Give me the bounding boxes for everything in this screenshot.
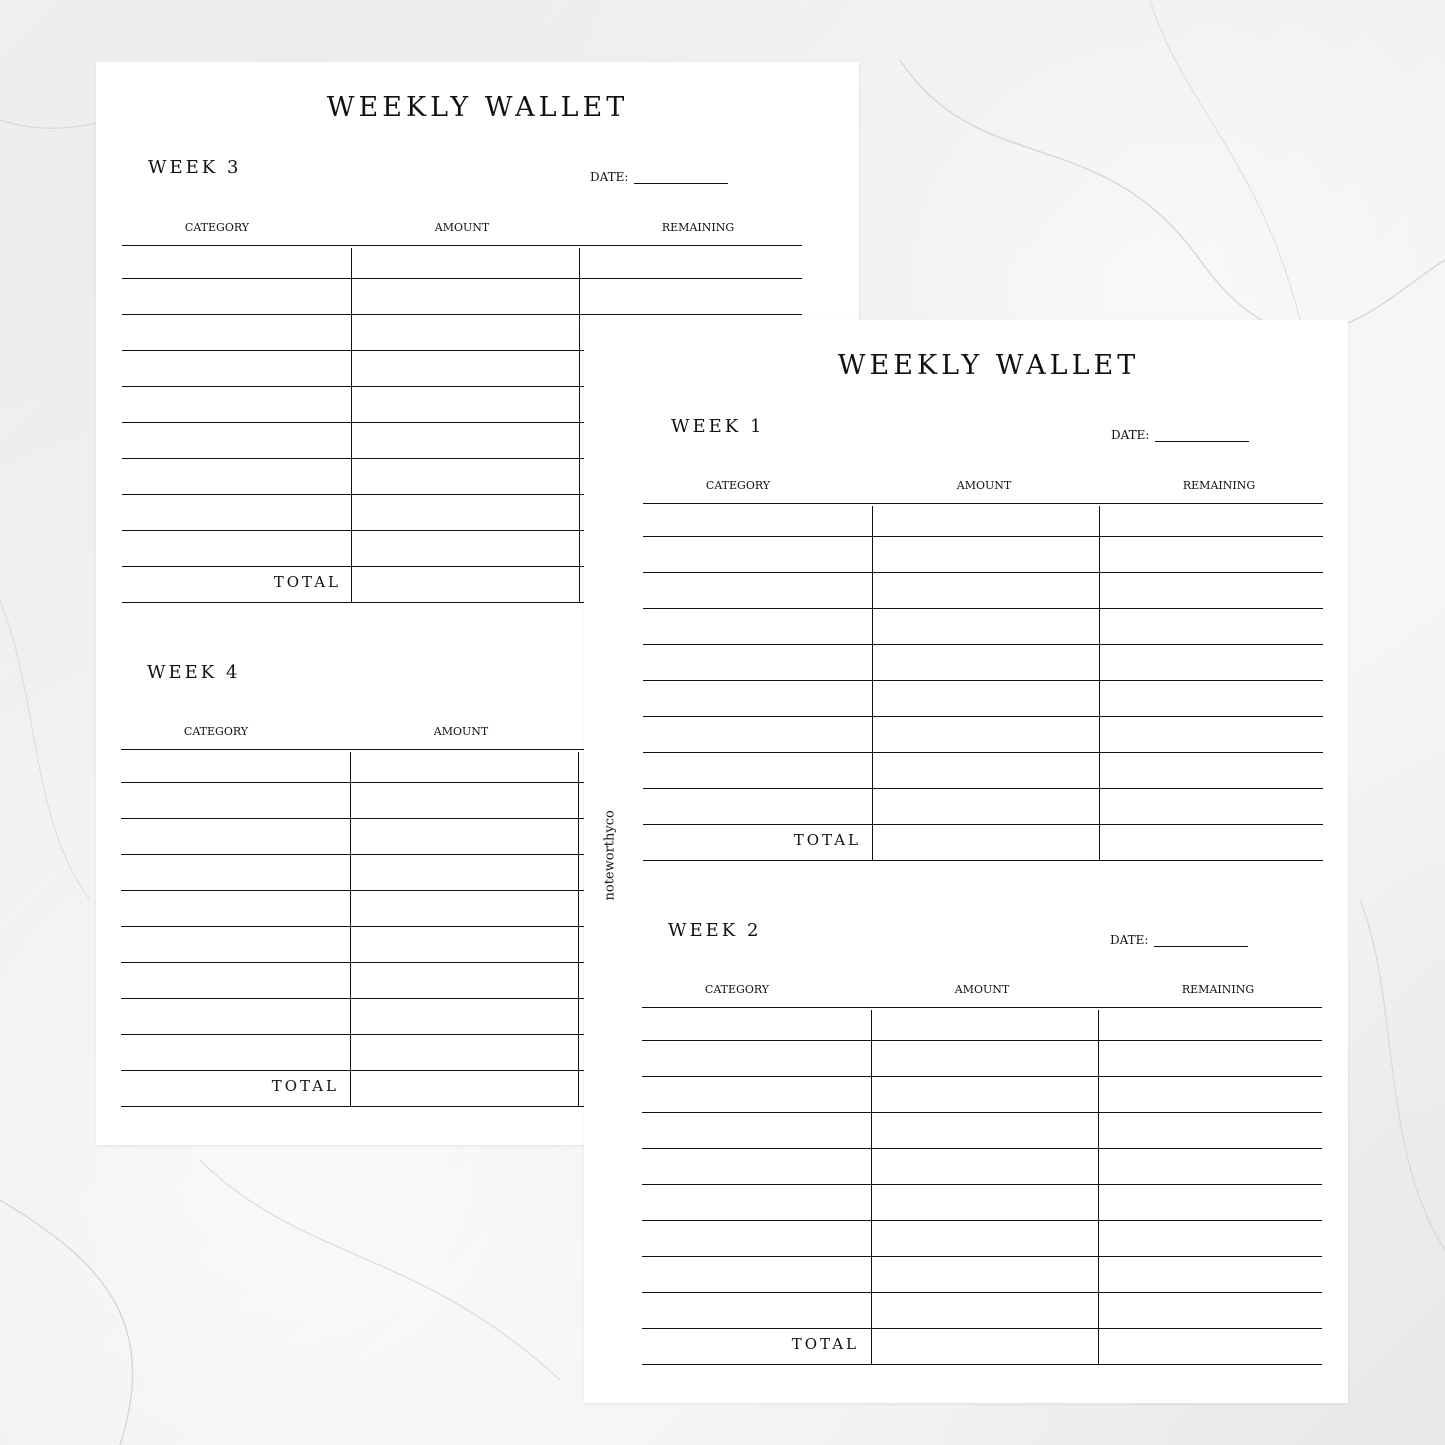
table-row-line bbox=[642, 1184, 1322, 1185]
table-row-line bbox=[643, 788, 1323, 789]
date-field bbox=[1111, 428, 1249, 442]
table-row-line bbox=[643, 536, 1323, 537]
table-row-line bbox=[642, 1292, 1322, 1293]
column-header-amount: AMOUNT bbox=[434, 221, 490, 234]
table-row-line bbox=[122, 314, 802, 315]
column-divider bbox=[871, 1010, 872, 1364]
column-header-category: CATEGORY bbox=[183, 725, 249, 738]
table-row-line bbox=[643, 752, 1323, 753]
table-row-line bbox=[643, 716, 1323, 717]
wallet-table-week-1 bbox=[643, 503, 1323, 863]
wallet-table-week-2 bbox=[642, 1007, 1322, 1367]
table-row-line bbox=[121, 998, 584, 999]
table-row-line bbox=[643, 680, 1323, 681]
table-top-rule bbox=[643, 503, 1323, 504]
front-page bbox=[584, 320, 1348, 1403]
date-input-line[interactable] bbox=[1154, 934, 1248, 947]
table-row-line bbox=[642, 1040, 1322, 1041]
table-row-line bbox=[642, 1328, 1322, 1329]
table-row-line bbox=[121, 854, 584, 855]
table-row-line bbox=[121, 962, 584, 963]
table-row-line bbox=[643, 572, 1323, 573]
table-bottom-rule bbox=[121, 1106, 584, 1107]
table-row-line bbox=[122, 422, 584, 423]
date-label: DATE: bbox=[590, 170, 629, 184]
column-header-category: CATEGORY bbox=[705, 479, 771, 492]
column-divider bbox=[1099, 506, 1100, 860]
table-row-line bbox=[642, 1220, 1322, 1221]
date-field bbox=[1110, 933, 1248, 947]
table-row-line bbox=[121, 1070, 584, 1071]
total-label: TOTAL bbox=[273, 573, 341, 591]
week-label: WEEK 3 bbox=[148, 157, 242, 178]
table-bottom-rule bbox=[643, 860, 1323, 861]
page-title: WEEKLY WALLET bbox=[326, 92, 629, 123]
column-header-amount: AMOUNT bbox=[954, 983, 1010, 996]
total-label: TOTAL bbox=[793, 831, 861, 849]
table-row-line bbox=[122, 566, 584, 567]
table-row-line bbox=[122, 458, 584, 459]
table-top-rule bbox=[642, 1007, 1322, 1008]
column-divider bbox=[1098, 1010, 1099, 1364]
brand-watermark: noteworthyco bbox=[602, 810, 618, 901]
week-label: WEEK 2 bbox=[668, 920, 762, 941]
table-row-line bbox=[121, 926, 584, 927]
table-top-rule bbox=[122, 245, 802, 246]
column-header-amount: AMOUNT bbox=[956, 479, 1012, 492]
wallet-table-week-4 bbox=[121, 749, 584, 1109]
table-row-line bbox=[643, 644, 1323, 645]
table-row-line bbox=[121, 890, 584, 891]
column-header-remaining: REMAINING bbox=[661, 221, 735, 234]
table-row-line bbox=[642, 1112, 1322, 1113]
table-row-line bbox=[121, 1034, 584, 1035]
table-top-rule bbox=[121, 749, 584, 750]
date-input-line[interactable] bbox=[634, 171, 728, 184]
table-row-line bbox=[642, 1076, 1322, 1077]
date-field bbox=[590, 170, 728, 184]
column-divider bbox=[578, 752, 579, 1106]
column-header-category: CATEGORY bbox=[704, 983, 770, 996]
page-title: WEEKLY WALLET bbox=[837, 350, 1140, 381]
table-row-line bbox=[122, 530, 584, 531]
total-label: TOTAL bbox=[791, 1335, 859, 1353]
table-row-line bbox=[122, 350, 584, 351]
table-row-line bbox=[122, 386, 584, 387]
column-divider bbox=[350, 752, 351, 1106]
total-label: TOTAL bbox=[271, 1077, 339, 1095]
table-bottom-rule bbox=[642, 1364, 1322, 1365]
table-row-line bbox=[643, 608, 1323, 609]
date-label: DATE: bbox=[1111, 428, 1150, 442]
table-row-line bbox=[122, 278, 802, 279]
table-row-line bbox=[642, 1256, 1322, 1257]
week-label: WEEK 4 bbox=[147, 662, 241, 683]
column-header-amount: AMOUNT bbox=[433, 725, 489, 738]
table-row-line bbox=[122, 494, 584, 495]
date-input-line[interactable] bbox=[1155, 429, 1249, 442]
column-header-category: CATEGORY bbox=[184, 221, 250, 234]
column-header-remaining: REMAINING bbox=[1181, 983, 1255, 996]
table-row-line bbox=[121, 818, 584, 819]
column-divider bbox=[579, 248, 580, 602]
week-label: WEEK 1 bbox=[671, 416, 765, 437]
table-row-line bbox=[121, 782, 584, 783]
column-header-remaining: REMAINING bbox=[1182, 479, 1256, 492]
date-label: DATE: bbox=[1110, 933, 1149, 947]
column-divider bbox=[872, 506, 873, 860]
table-bottom-rule bbox=[122, 602, 584, 603]
column-divider bbox=[351, 248, 352, 602]
table-row-line bbox=[642, 1148, 1322, 1149]
table-row-line bbox=[643, 824, 1323, 825]
